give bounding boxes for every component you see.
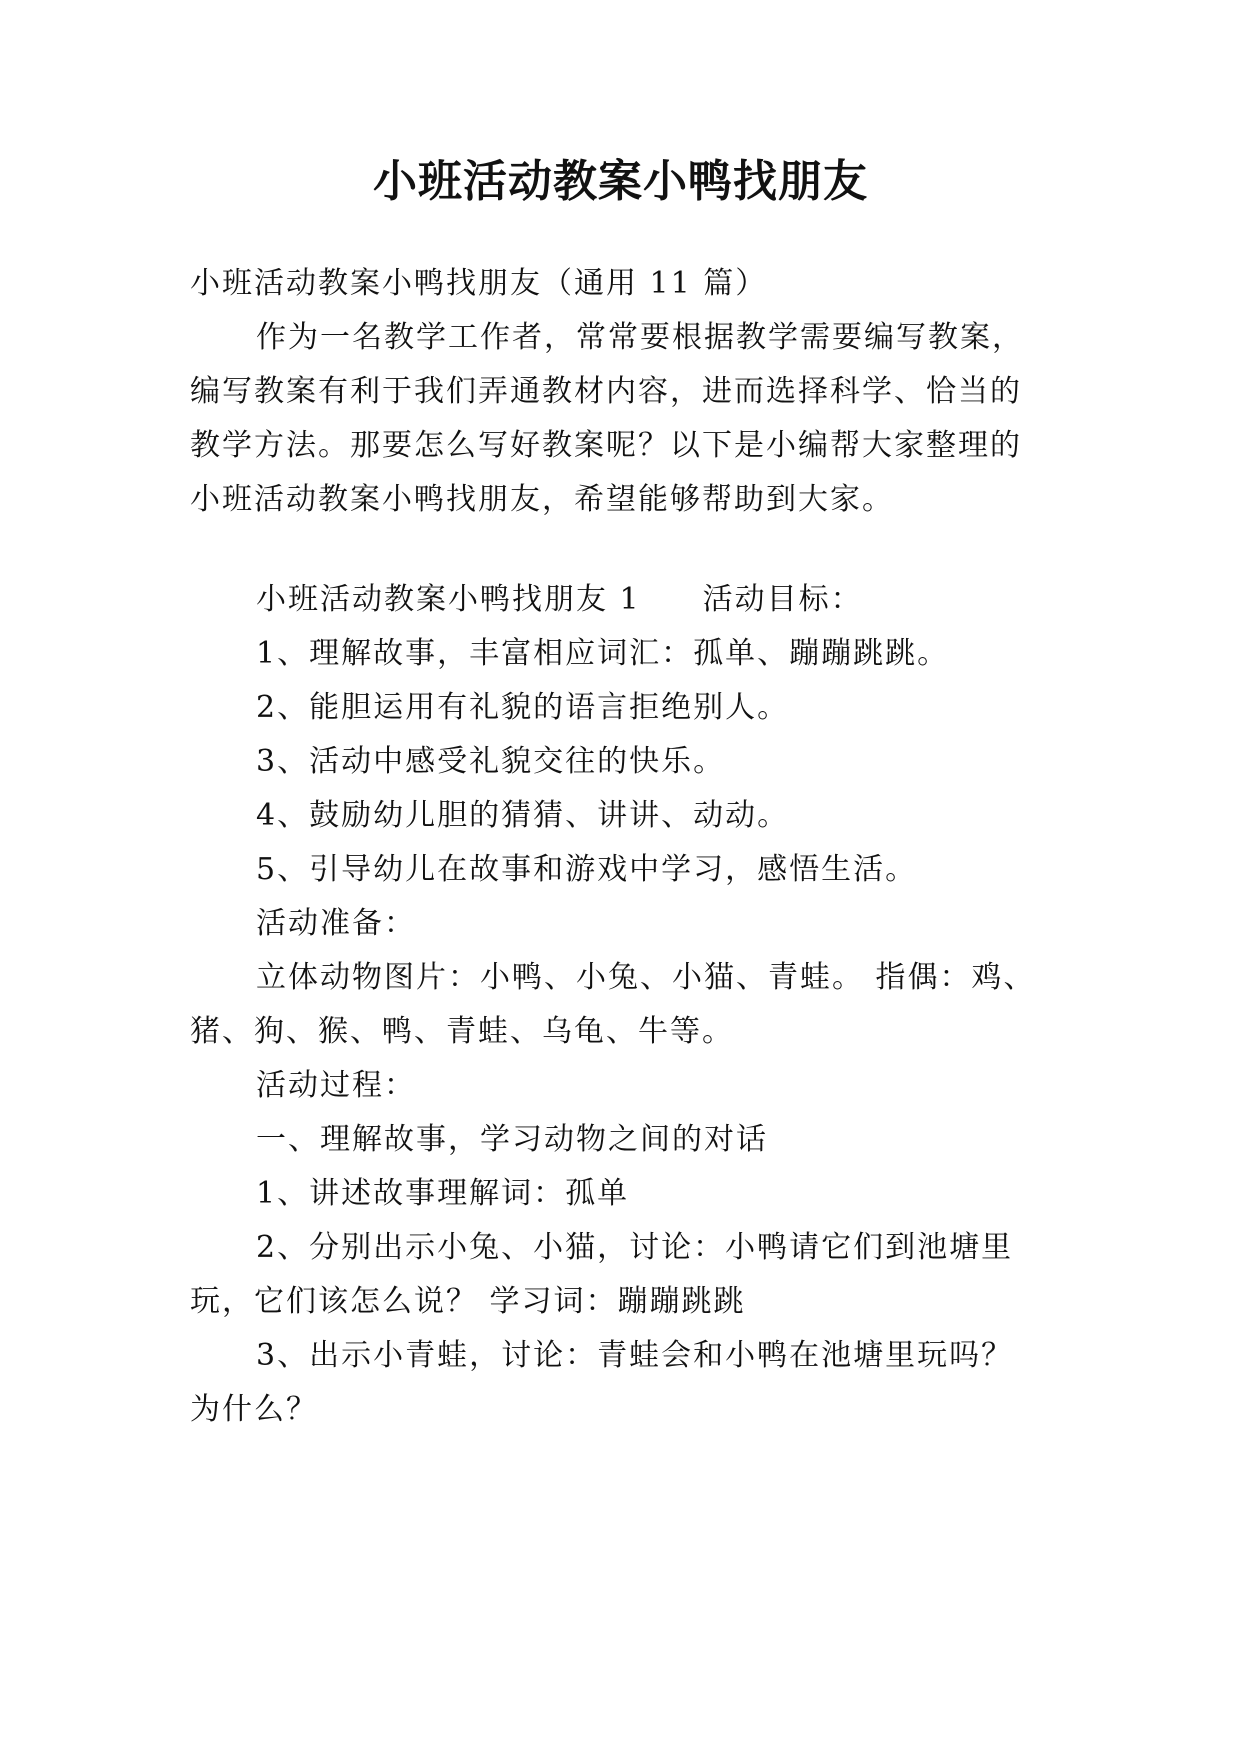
intro-line-4: 小班活动教案小鸭找朋友，希望能够帮助到大家。	[190, 482, 894, 517]
intro-line-2: 编写教案有利于我们弄通教材内容，进而选择科学、恰当的	[190, 374, 1022, 409]
prep-line-2: 猪、狗、猴、鸭、青蛙、乌龟、牛等。	[190, 1014, 734, 1049]
process-line-4: 玩，它们该怎么说？ 学习词：蹦蹦跳跳	[190, 1284, 746, 1319]
process-line-3: 2、分别出示小兔、小猫，讨论：小鸭请它们到池塘里	[256, 1230, 1014, 1265]
goal-item-5: 5、引导幼儿在故事和游戏中学习，感悟生活。	[256, 852, 918, 887]
process-label: 活动过程：	[256, 1068, 416, 1103]
intro-line-1: 作为一名教学工作者，常常要根据教学需要编写教案，	[256, 320, 1024, 355]
process-line-5: 3、出示小青蛙，讨论：青蛙会和小鸭在池塘里玩吗？	[256, 1338, 1014, 1373]
process-line-1: 一、理解故事，学习动物之间的对话	[256, 1122, 768, 1157]
prep-line-1: 立体动物图片：小鸭、小兔、小猫、青蛙。 指偶：鸡、	[256, 960, 1036, 995]
goal-item-1: 1、理解故事，丰富相应词汇：孤单、蹦蹦跳跳。	[256, 636, 950, 671]
process-line-6: 为什么？	[190, 1392, 318, 1427]
document-title: 小班活动教案小鸭找朋友	[373, 156, 868, 207]
document-subtitle: 小班活动教案小鸭找朋友（通用 11 篇）	[190, 266, 768, 301]
goals-label: 活动目标：	[702, 582, 863, 617]
prep-label: 活动准备：	[256, 906, 416, 941]
intro-line-3: 教学方法。那要怎么写好教案呢？以下是小编帮大家整理的	[190, 428, 1022, 463]
section-heading: 小班活动教案小鸭找朋友 1	[256, 582, 641, 617]
process-line-2: 1、讲述故事理解词：孤单	[256, 1176, 630, 1211]
section-heading-row	[256, 580, 863, 620]
goal-item-4: 4、鼓励幼儿胆的猜猜、讲讲、动动。	[256, 798, 790, 833]
goal-item-3: 3、活动中感受礼貌交往的快乐。	[256, 744, 726, 779]
goal-item-2: 2、能胆运用有礼貌的语言拒绝别人。	[256, 690, 790, 725]
